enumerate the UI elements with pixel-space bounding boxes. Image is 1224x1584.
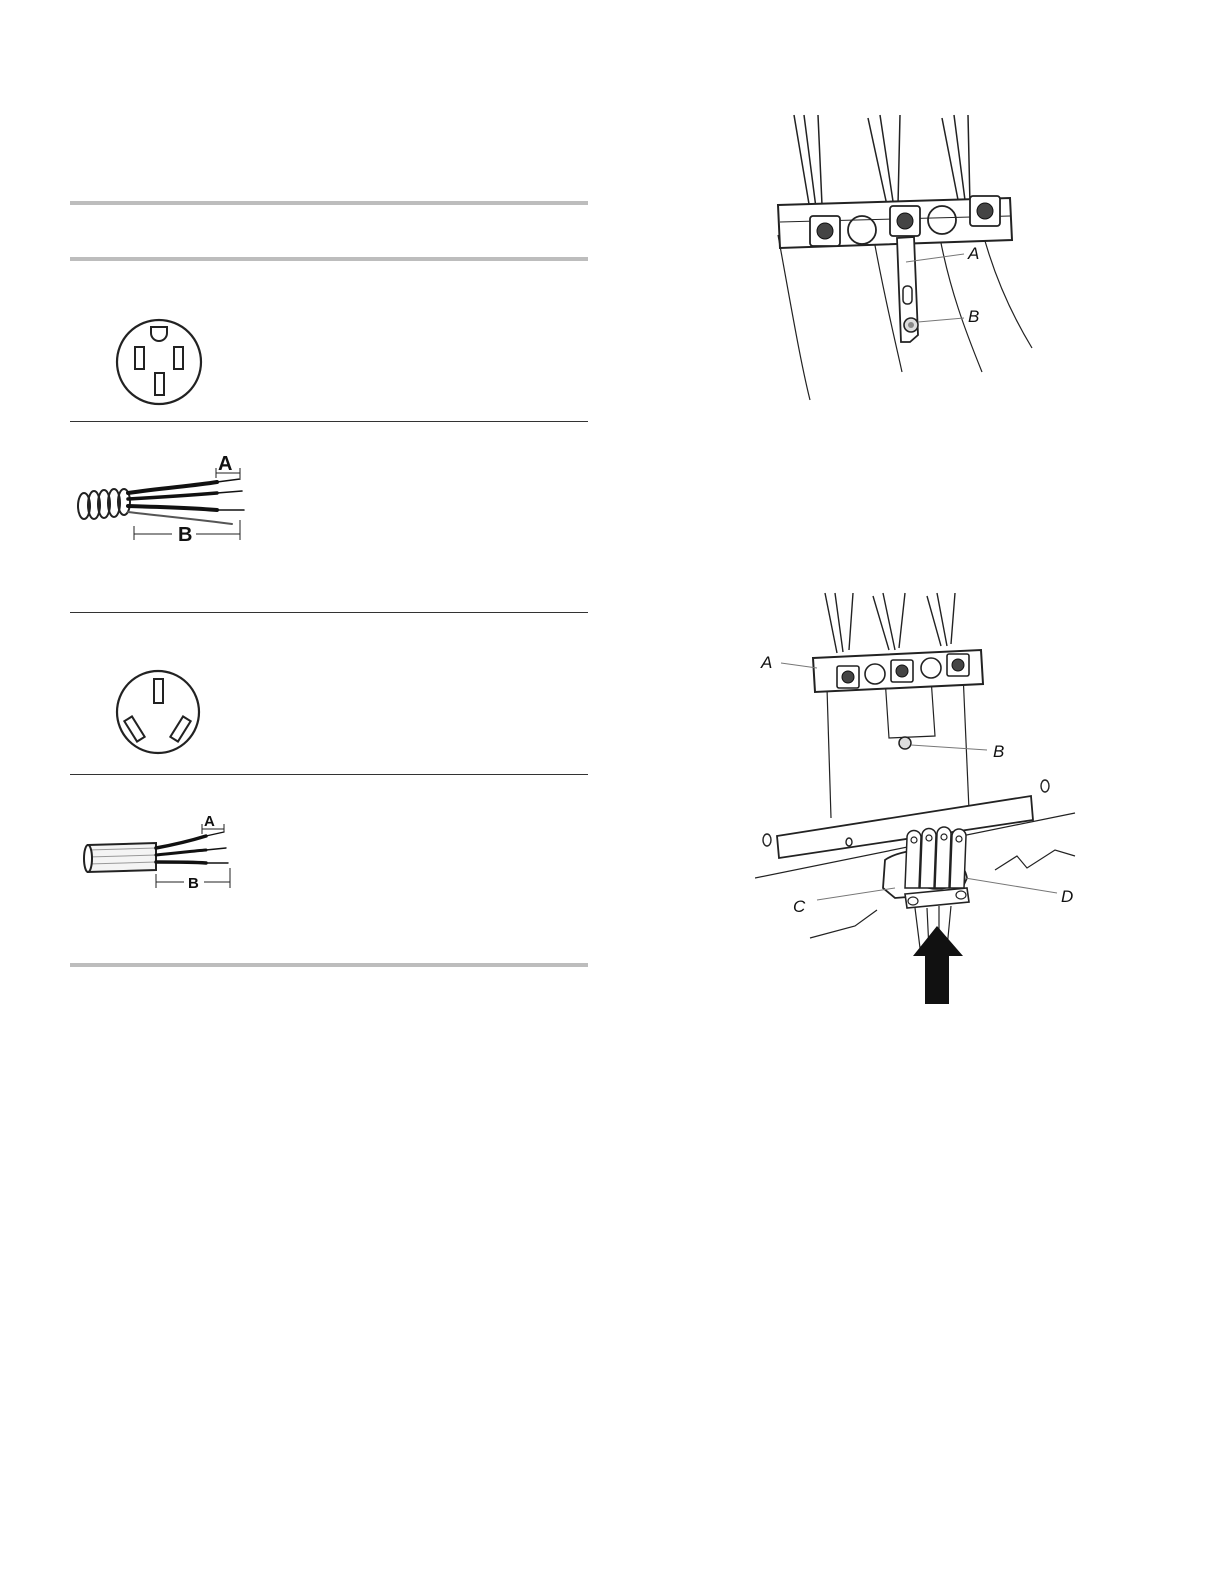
terminal-block-strain-relief-figure xyxy=(755,588,1095,1008)
callout-a-label: A xyxy=(761,653,773,672)
four-wire-cable-figure xyxy=(72,448,262,548)
table-header-rule xyxy=(70,257,588,261)
callout-c-label: C xyxy=(793,897,806,916)
dimension-a-label: A xyxy=(204,813,215,830)
three-prong-receptacle-icon xyxy=(110,667,210,767)
four-prong-receptacle-icon xyxy=(110,315,210,415)
table-top-rule xyxy=(70,201,588,205)
dimension-b-label: B xyxy=(188,875,199,892)
dimension-b-label: B xyxy=(178,524,193,546)
three-wire-cable-figure xyxy=(78,810,248,895)
callout-b-label: B xyxy=(968,307,980,326)
row-divider xyxy=(70,774,588,775)
table-bottom-rule xyxy=(70,963,588,967)
callout-b-label: B xyxy=(993,742,1005,761)
callout-a-label: A xyxy=(968,244,980,263)
row-divider xyxy=(70,612,588,613)
terminal-block-ground-strap-figure xyxy=(770,110,1040,405)
dimension-a-label: A xyxy=(218,453,233,475)
callout-d-label: D xyxy=(1061,887,1074,906)
row-divider xyxy=(70,421,588,422)
